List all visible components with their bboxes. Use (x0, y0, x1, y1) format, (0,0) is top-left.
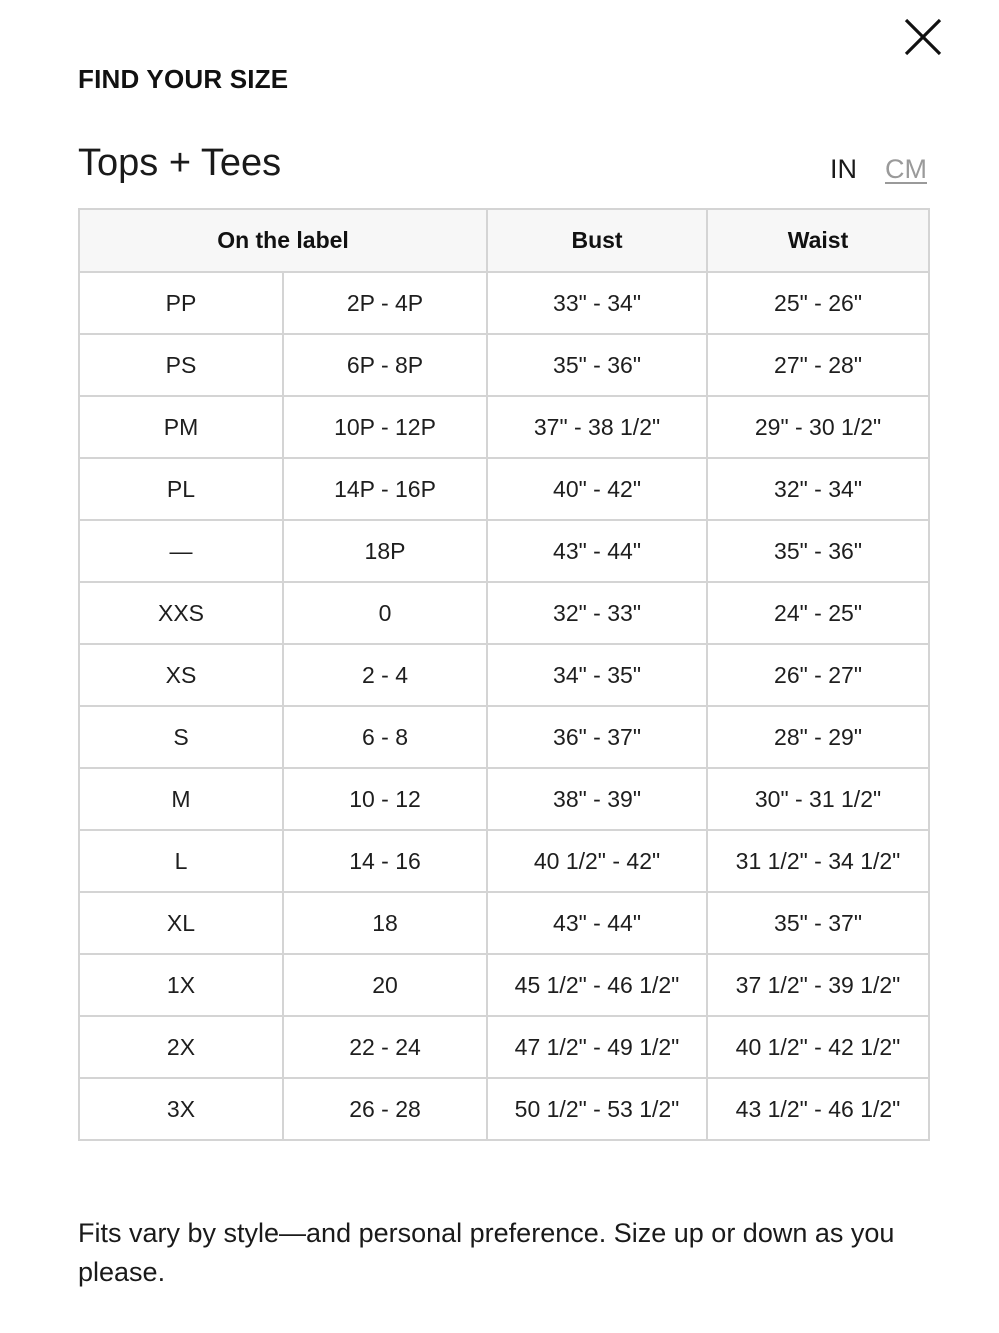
table-row (79, 396, 929, 458)
table-row (79, 644, 929, 706)
table-row (79, 706, 929, 768)
table-row (79, 954, 929, 1016)
cell-bust: 40 1/2" - 42" (487, 830, 707, 892)
cell-letter-size: PP (79, 272, 283, 334)
header-bust: Bust (487, 209, 707, 272)
cell-waist: 26" - 27" (707, 644, 929, 706)
table-header-row (79, 209, 929, 272)
cell-letter-size: — (79, 520, 283, 582)
cell-letter-size: M (79, 768, 283, 830)
cell-bust: 36" - 37" (487, 706, 707, 768)
cell-bust: 45 1/2" - 46 1/2" (487, 954, 707, 1016)
cell-number-size: 0 (283, 582, 487, 644)
cell-waist: 29" - 30 1/2" (707, 396, 929, 458)
cell-number-size: 2 - 4 (283, 644, 487, 706)
cell-letter-size: XXS (79, 582, 283, 644)
cell-number-size: 26 - 28 (283, 1078, 487, 1140)
header-waist: Waist (707, 209, 929, 272)
size-table (78, 208, 930, 1141)
section-title: Tops + Tees (78, 142, 282, 184)
cell-letter-size: 1X (79, 954, 283, 1016)
cell-number-size: 14P - 16P (283, 458, 487, 520)
cell-number-size: 18P (283, 520, 487, 582)
cell-number-size: 6P - 8P (283, 334, 487, 396)
cell-number-size: 6 - 8 (283, 706, 487, 768)
table-body (79, 272, 929, 1140)
cell-number-size: 2P - 4P (283, 272, 487, 334)
modal-title: FIND YOUR SIZE (78, 64, 289, 94)
table-row (79, 334, 929, 396)
table-row (79, 520, 929, 582)
cell-letter-size: PL (79, 458, 283, 520)
cell-bust: 43" - 44" (487, 520, 707, 582)
fit-note: Fits vary by style—and personal preference. Size up or down as you please. (78, 1218, 895, 1287)
cell-number-size: 10 - 12 (283, 768, 487, 830)
cell-bust: 35" - 36" (487, 334, 707, 396)
cell-bust: 47 1/2" - 49 1/2" (487, 1016, 707, 1078)
table-row (79, 892, 929, 954)
header-on-the-label: On the label (79, 209, 487, 272)
table-row (79, 768, 929, 830)
cell-letter-size: S (79, 706, 283, 768)
cell-letter-size: PS (79, 334, 283, 396)
table-row (79, 458, 929, 520)
cell-waist: 28" - 29" (707, 706, 929, 768)
cell-bust: 32" - 33" (487, 582, 707, 644)
cell-bust: 38" - 39" (487, 768, 707, 830)
close-icon (900, 16, 946, 62)
cell-waist: 43 1/2" - 46 1/2" (707, 1078, 929, 1140)
cell-number-size: 22 - 24 (283, 1016, 487, 1078)
cell-number-size: 20 (283, 954, 487, 1016)
cell-waist: 35" - 37" (707, 892, 929, 954)
cell-letter-size: PM (79, 396, 283, 458)
table-row (79, 1016, 929, 1078)
cell-waist: 35" - 36" (707, 520, 929, 582)
table-row (79, 582, 929, 644)
cell-waist: 25" - 26" (707, 272, 929, 334)
cell-number-size: 18 (283, 892, 487, 954)
cell-bust: 33" - 34" (487, 272, 707, 334)
cell-letter-size: L (79, 830, 283, 892)
cell-letter-size: XL (79, 892, 283, 954)
table-row (79, 272, 929, 334)
cell-letter-size: XS (79, 644, 283, 706)
cell-bust: 40" - 42" (487, 458, 707, 520)
cell-letter-size: 2X (79, 1016, 283, 1078)
cell-number-size: 10P - 12P (283, 396, 487, 458)
cell-bust: 37" - 38 1/2" (487, 396, 707, 458)
unit-cm-option[interactable]: CM (885, 154, 927, 184)
cell-waist: 40 1/2" - 42 1/2" (707, 1016, 929, 1078)
cell-waist: 24" - 25" (707, 582, 929, 644)
cell-letter-size: 3X (79, 1078, 283, 1140)
close-button[interactable] (900, 16, 946, 62)
cell-waist: 27" - 28" (707, 334, 929, 396)
table-row (79, 830, 929, 892)
table-row (79, 1078, 929, 1140)
unit-toggle (830, 154, 927, 185)
cell-bust: 50 1/2" - 53 1/2" (487, 1078, 707, 1140)
unit-in-option[interactable]: IN (830, 154, 857, 184)
cell-waist: 30" - 31 1/2" (707, 768, 929, 830)
cell-waist: 37 1/2" - 39 1/2" (707, 954, 929, 1016)
cell-number-size: 14 - 16 (283, 830, 487, 892)
cell-waist: 31 1/2" - 34 1/2" (707, 830, 929, 892)
cell-bust: 34" - 35" (487, 644, 707, 706)
cell-waist: 32" - 34" (707, 458, 929, 520)
cell-bust: 43" - 44" (487, 892, 707, 954)
